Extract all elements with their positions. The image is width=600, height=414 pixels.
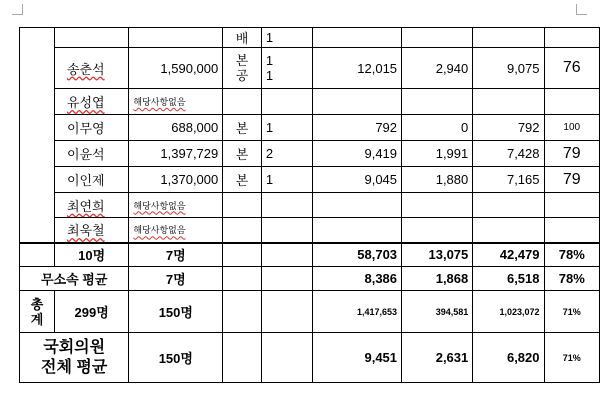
value-cell-2 — [402, 28, 473, 48]
value-cell-3 — [473, 193, 544, 218]
independent-average-value-2: 1,868 — [402, 267, 473, 291]
value-cell-1: 9,419 — [313, 141, 402, 167]
assembly-average-count: 150명 — [129, 333, 223, 383]
margin-corner-right — [576, 4, 587, 15]
member-name: 이무영 — [54, 115, 128, 141]
type-cell: 본 — [223, 141, 262, 167]
count-cell: 2 — [261, 141, 312, 167]
percent-cell — [544, 89, 599, 115]
count-cell: 1 — [261, 28, 312, 48]
type-cell — [223, 291, 262, 333]
independent-average-count: 7명 — [129, 267, 223, 291]
percent-cell: 100 — [544, 115, 599, 141]
subtotal-count: 7명 — [129, 243, 223, 267]
member-name: 이인제 — [54, 167, 128, 193]
table-row — [20, 167, 600, 193]
value-cell-2: 1,880 — [402, 167, 473, 193]
type-cell: 본 — [223, 167, 262, 193]
member-name: 최연희 — [54, 193, 128, 218]
assembly-average-row — [20, 333, 600, 383]
salary-cell: 해당사항없음 — [129, 193, 223, 218]
subtotal-value-3: 42,479 — [473, 243, 544, 267]
type-cell — [223, 89, 262, 115]
value-cell-3: 7,165 — [473, 167, 544, 193]
assembly-average-label — [20, 333, 129, 383]
count-cell — [261, 333, 312, 383]
subtotal-value-2: 13,075 — [402, 243, 473, 267]
percent-cell — [544, 193, 599, 218]
subtotal-value-1: 58,703 — [313, 243, 402, 267]
salary-cell: 1,590,000 — [129, 48, 223, 89]
independent-average-value-1: 8,386 — [313, 267, 402, 291]
count-cell — [261, 291, 312, 333]
value-cell-3 — [473, 89, 544, 115]
table-row — [20, 28, 600, 48]
independent-average-row — [20, 267, 600, 291]
salary-cell — [129, 28, 223, 48]
member-name: 유성엽 — [54, 89, 128, 115]
member-name — [54, 28, 128, 48]
value-cell-2 — [402, 218, 473, 243]
assembly-average-value-1: 9,451 — [313, 333, 402, 383]
member-name: 이윤석 — [54, 141, 128, 167]
group-cell — [20, 28, 55, 243]
table-row — [20, 193, 600, 218]
percent-cell: 79 — [544, 167, 599, 193]
type-cell — [223, 333, 262, 383]
value-cell-3 — [473, 218, 544, 243]
count-cell — [261, 89, 312, 115]
value-cell-2: 0 — [402, 115, 473, 141]
total-value-1: 1,417,653 — [313, 291, 402, 333]
table-row — [20, 115, 600, 141]
assembly-average-label-line: 국회의원 — [43, 338, 106, 356]
type-cell-line: 본 — [235, 53, 249, 68]
value-cell-3: 7,428 — [473, 141, 544, 167]
member-name: 최욱철 — [54, 218, 128, 243]
value-cell-1: 9,045 — [313, 167, 402, 193]
total-label — [20, 291, 55, 333]
assembly-average-percent: 71% — [544, 333, 599, 383]
value-cell-3: 792 — [473, 115, 544, 141]
count-cell: 1 — [261, 167, 312, 193]
total-count: 150명 — [129, 291, 223, 333]
count-cell — [261, 218, 312, 243]
type-cell: 본 — [223, 115, 262, 141]
assembly-average-value-3: 6,820 — [473, 333, 544, 383]
subtotal-label-cell — [20, 243, 55, 267]
assembly-salary-table — [19, 27, 600, 383]
type-cell — [223, 193, 262, 218]
count-line: 1 — [265, 53, 274, 68]
value-cell-1 — [313, 28, 402, 48]
value-cell-1: 792 — [313, 115, 402, 141]
count-cell — [261, 193, 312, 218]
salary-cell: 1,397,729 — [129, 141, 223, 167]
count-cell — [261, 48, 312, 89]
value-cell-1 — [313, 193, 402, 218]
independent-average-value-3: 6,518 — [473, 267, 544, 291]
percent-cell — [544, 28, 599, 48]
value-cell-3 — [473, 28, 544, 48]
value-cell-1 — [313, 89, 402, 115]
percent-cell: 79 — [544, 141, 599, 167]
value-cell-1: 12,015 — [313, 48, 402, 89]
total-value-3: 1,023,072 — [473, 291, 544, 333]
percent-cell — [544, 218, 599, 243]
salary-cell: 688,000 — [129, 115, 223, 141]
subtotal-row — [20, 243, 600, 267]
type-cell — [223, 48, 262, 89]
member-name: 송춘석 — [54, 48, 128, 89]
margin-corner-left — [12, 4, 23, 15]
table-row — [20, 89, 600, 115]
value-cell-2 — [402, 193, 473, 218]
count-line: 1 — [265, 68, 274, 83]
table-row — [20, 218, 600, 243]
total-percent: 71% — [544, 291, 599, 333]
type-cell — [223, 267, 262, 291]
value-cell-2: 2,940 — [402, 48, 473, 89]
total-label-line: 계 — [30, 311, 44, 327]
value-cell-3: 9,075 — [473, 48, 544, 89]
count-cell — [261, 243, 312, 267]
assembly-average-value-2: 2,631 — [402, 333, 473, 383]
type-cell-line: 공 — [235, 68, 249, 83]
table-row — [20, 48, 600, 89]
value-cell-2 — [402, 89, 473, 115]
total-value-2: 394,581 — [402, 291, 473, 333]
type-cell: 배 — [223, 28, 262, 48]
total-row — [20, 291, 600, 333]
independent-average-percent: 78% — [544, 267, 599, 291]
subtotal-percent: 78% — [544, 243, 599, 267]
percent-cell: 76 — [544, 48, 599, 89]
count-cell — [261, 267, 312, 291]
value-cell-1 — [313, 218, 402, 243]
salary-cell: 1,370,000 — [129, 167, 223, 193]
subtotal-people: 10명 — [54, 243, 128, 267]
table-row — [20, 141, 600, 167]
type-cell — [223, 218, 262, 243]
total-label-line: 총 — [30, 296, 44, 312]
salary-cell: 해당사항없음 — [129, 89, 223, 115]
count-cell: 1 — [261, 115, 312, 141]
value-cell-2: 1,991 — [402, 141, 473, 167]
total-people: 299명 — [54, 291, 128, 333]
salary-cell: 해당사항없음 — [129, 218, 223, 243]
assembly-average-label-line: 전체 평균 — [41, 358, 108, 376]
independent-average-label: 무소속 평균 — [20, 267, 129, 291]
type-cell — [223, 243, 262, 267]
